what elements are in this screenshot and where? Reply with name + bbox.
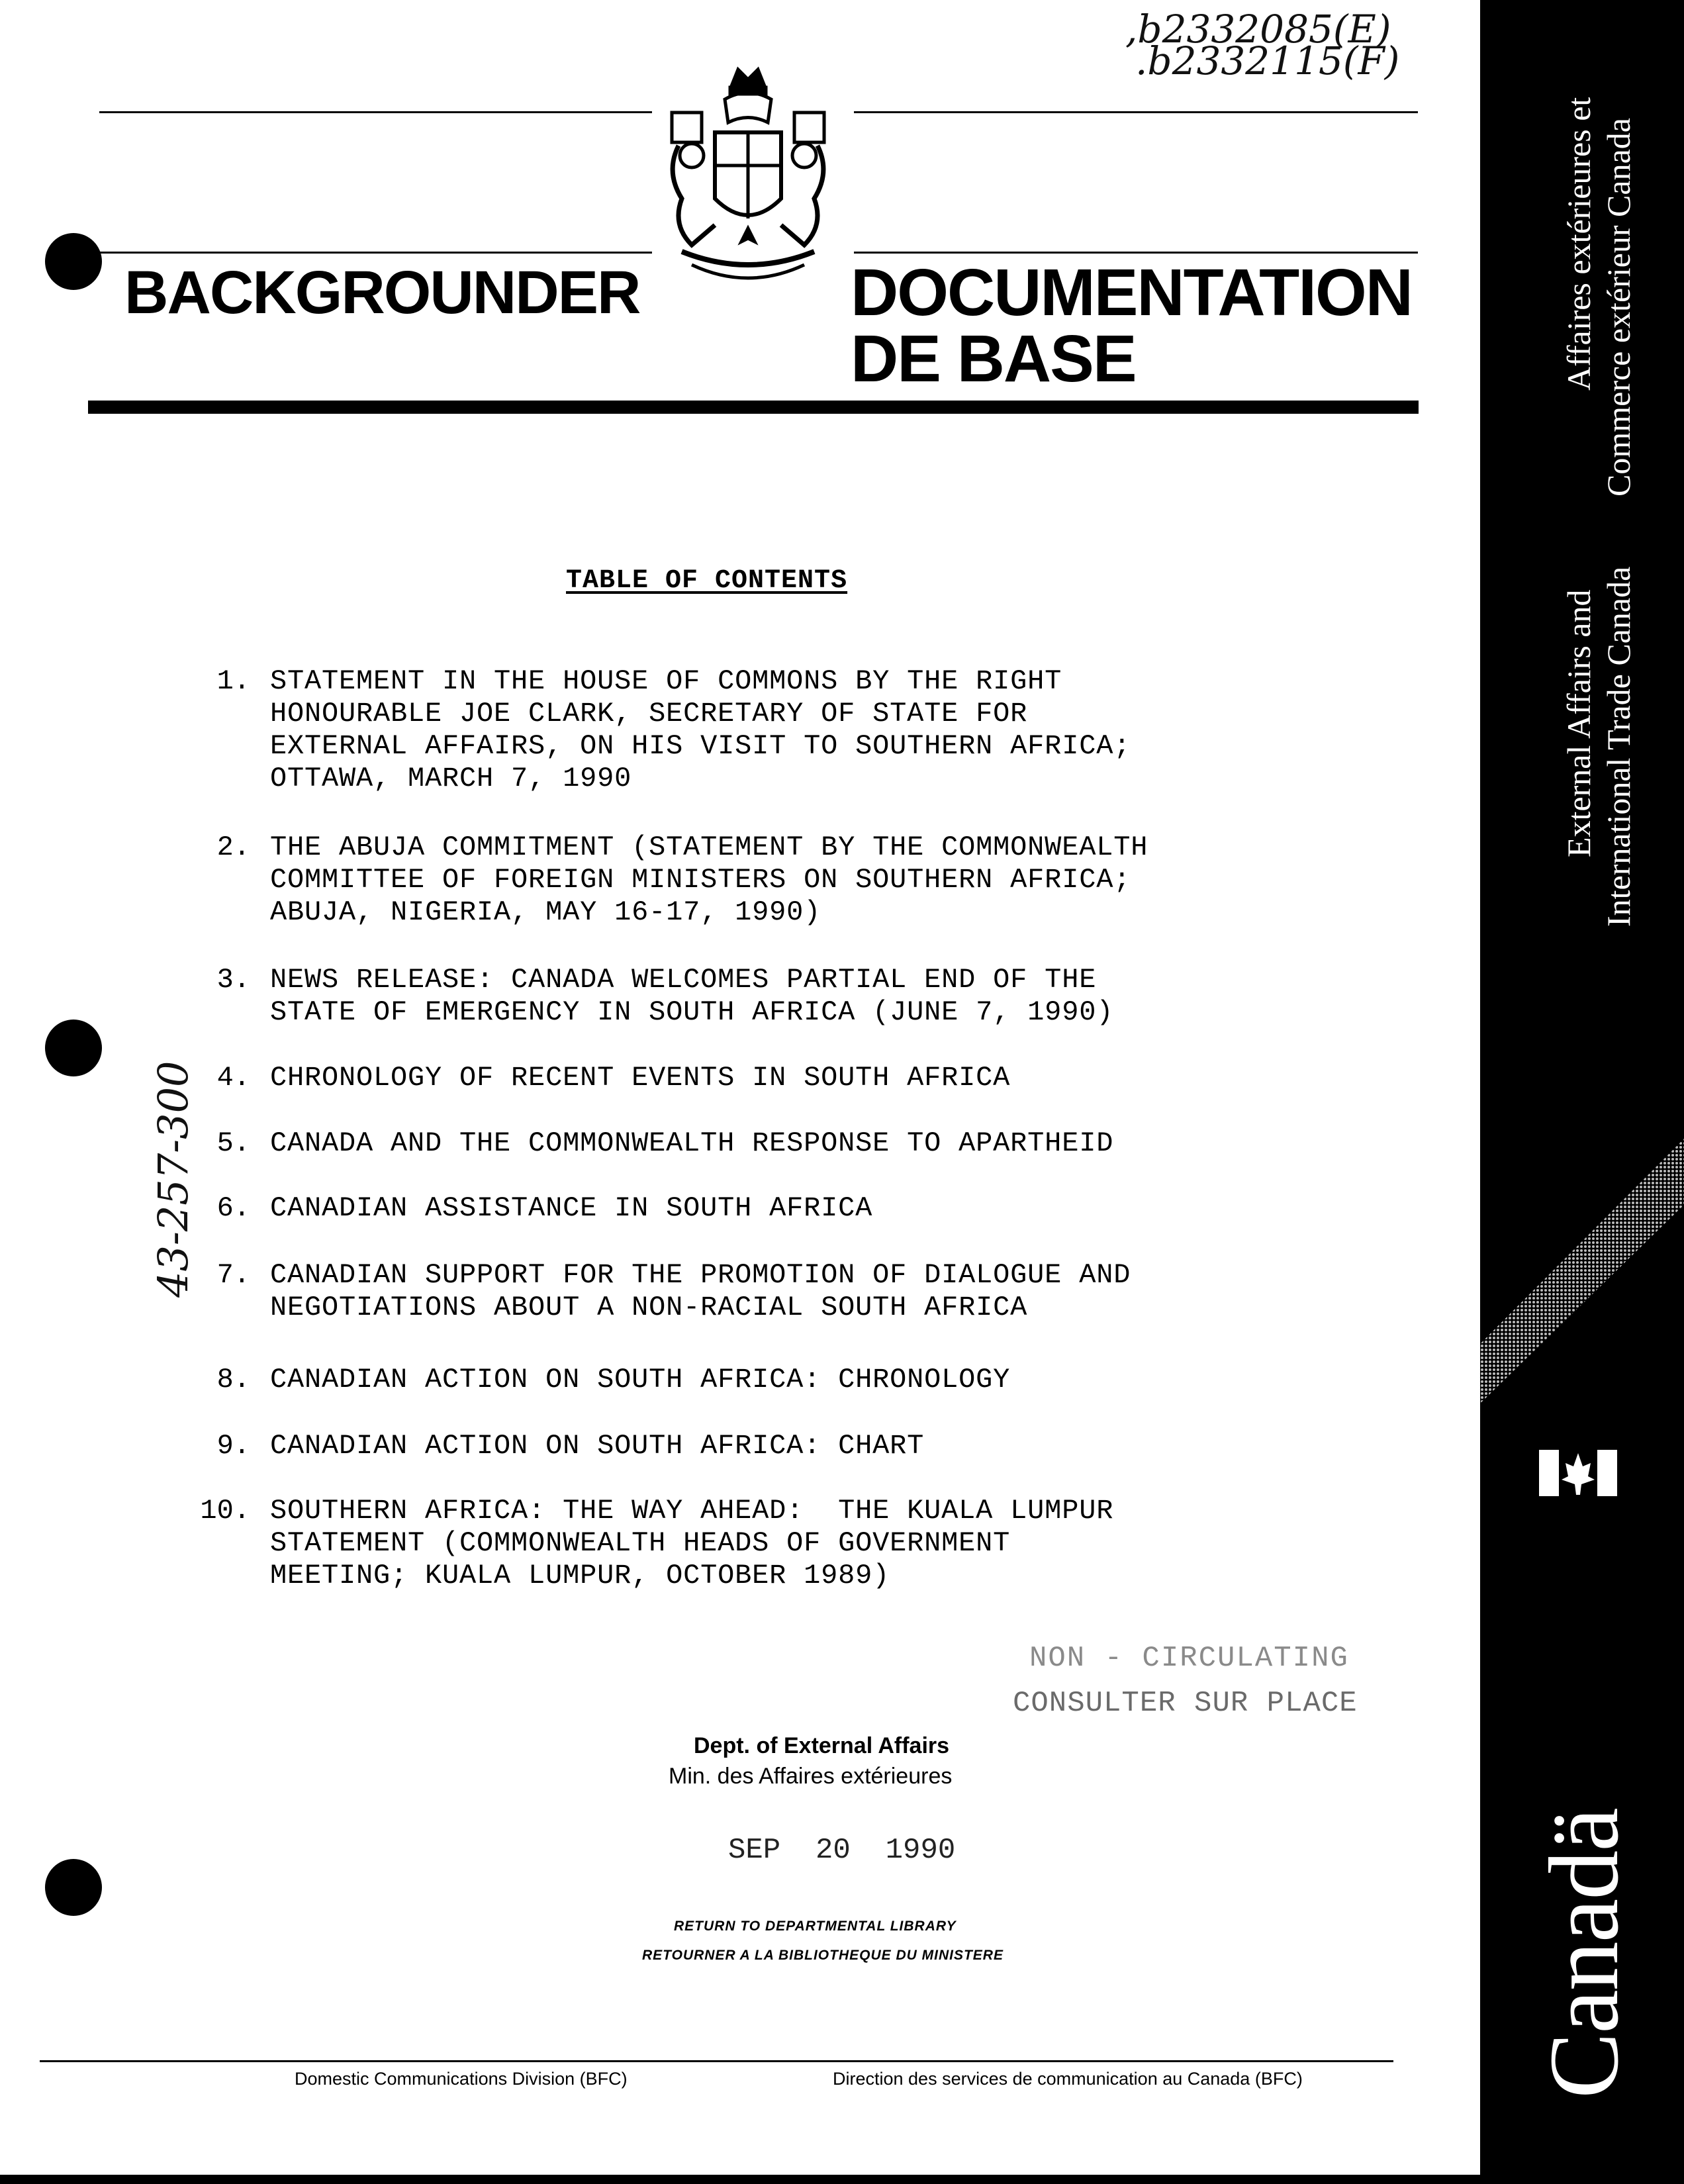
sidebar-french-line1: Affaires extérieures et <box>1560 97 1597 391</box>
punch-hole-top <box>45 233 102 290</box>
stamp-date: SEP 20 1990 <box>728 1834 956 1867</box>
header-rule-left-bottom <box>99 252 652 254</box>
toc-item-text: THE ABUJA COMMITMENT (STATEMENT BY THE COMMONWEALTH <box>270 831 1148 863</box>
stamp-dept-external-affairs: Dept. of External Affairs <box>694 1733 950 1758</box>
stamp-return-library: RETURN TO DEPARTMENTAL LIBRARY <box>674 1919 957 1934</box>
handwritten-margin-number: 43-257-300 <box>149 1061 197 1298</box>
toc-item-number: 4. <box>216 1062 250 1094</box>
punch-hole-middle <box>45 1020 102 1076</box>
toc-item-number: 10. <box>200 1495 250 1527</box>
toc-item-number: 8. <box>216 1364 250 1396</box>
toc-item-text: CANADIAN ACTION ON SOUTH AFRICA: CHRONOLOGY <box>270 1364 1011 1396</box>
canadian-flag-icon <box>1539 1443 1617 1503</box>
toc-item-number: 9. <box>216 1430 250 1462</box>
toc-item-text: CANADIAN ASSISTANCE IN SOUTH AFRICA <box>270 1192 873 1224</box>
toc-title: TABLE OF CONTENTS <box>566 566 848 596</box>
toc-item-text: STATEMENT IN THE HOUSE OF COMMONS BY THE RIGHT <box>270 665 1062 697</box>
stamp-retourner-bibliotheque: RETOURNER A LA BIBLIOTHEQUE DU MINISTERE <box>642 1948 1004 1963</box>
header-thick-rule <box>88 401 1419 414</box>
toc-item-text: HONOURABLE JOE CLARK, SECRETARY OF STATE FOR <box>270 698 1028 730</box>
toc-item-text: MEETING; KUALA LUMPUR, OCTOBER 1989) <box>270 1560 890 1591</box>
toc-item <box>171 665 1349 795</box>
toc-item <box>171 831 1349 929</box>
toc-item-number: 1. <box>216 665 250 697</box>
toc-item-number: 6. <box>216 1192 250 1224</box>
sidebar-halftone-shading <box>1480 1125 1684 1403</box>
toc-item <box>171 1127 1349 1160</box>
sidebar-english-line1: External Affairs and <box>1560 589 1597 857</box>
sidebar-french-line2: Commerce extérieur Canada <box>1600 118 1637 497</box>
title-de-base: DE BASE <box>851 322 1136 396</box>
page-bottom-edge <box>0 2175 1684 2184</box>
toc-item-text: EXTERNAL AFFAIRS, ON HIS VISIT TO SOUTHERN AFRICA; <box>270 730 1131 762</box>
toc-item <box>171 1430 1349 1462</box>
toc-item-text: ABUJA, NIGERIA, MAY 16-17, 1990) <box>270 896 821 928</box>
header-rule-right-bottom <box>854 252 1418 254</box>
toc-item <box>171 1259 1349 1324</box>
toc-item-text: NEWS RELEASE: CANADA WELCOMES PARTIAL END OF THE <box>270 964 1097 996</box>
handwritten-ref-french: .b2332115(F) <box>1135 38 1400 83</box>
stamp-ministere-affaires: Min. des Affaires extérieures <box>669 1764 953 1789</box>
toc-item <box>171 1192 1349 1225</box>
toc-item-number: 2. <box>216 831 250 863</box>
toc-item <box>171 1364 1349 1396</box>
footer-left-division: Domestic Communications Division (BFC) <box>295 2069 628 2089</box>
toc-item-text: CANADIAN ACTION ON SOUTH AFRICA: CHART <box>270 1430 925 1462</box>
toc-item-text: CANADA AND THE COMMONWEALTH RESPONSE TO APARTHEID <box>270 1127 1114 1159</box>
toc-item-number: 3. <box>216 964 250 996</box>
toc-item-text: SOUTHERN AFRICA: THE WAY AHEAD: THE KUALA LUMPUR <box>270 1495 1114 1527</box>
stamp-non-circulating: NON - CIRCULATING <box>1029 1642 1349 1675</box>
punch-hole-bottom <box>45 1859 102 1916</box>
header-rule-right-top <box>854 111 1418 113</box>
toc-item <box>171 964 1349 1029</box>
toc-item-text: OTTAWA, MARCH 7, 1990 <box>270 763 632 794</box>
footer-rule <box>40 2060 1393 2062</box>
toc-item-text: NEGOTIATIONS ABOUT A NON-RACIAL SOUTH AFRICA <box>270 1292 1028 1323</box>
toc-item-number: 7. <box>216 1259 250 1291</box>
toc-item <box>171 1495 1349 1592</box>
toc-item-text: COMMITTEE OF FOREIGN MINISTERS ON SOUTHERN AFRICA; <box>270 864 1131 896</box>
toc-item-text: STATEMENT (COMMONWEALTH HEADS OF GOVERNMENT <box>270 1527 1011 1559</box>
stamp-consulter-sur-place: CONSULTER SUR PLACE <box>1013 1687 1358 1720</box>
toc-item-text: STATE OF EMERGENCY IN SOUTH AFRICA (JUNE 7, 1990) <box>270 996 1114 1028</box>
toc-item-text: CHRONOLOGY OF RECENT EVENTS IN SOUTH AFRICA <box>270 1062 1011 1094</box>
sidebar-english-line2: International Trade Canada <box>1600 566 1637 927</box>
header-rule-left-top <box>99 111 652 113</box>
title-backgrounder: BACKGROUNDER <box>124 259 640 326</box>
handwritten-ref-english: ,b2332085(E) <box>1125 7 1391 52</box>
canada-wordmark: Canadä <box>1529 1809 1639 2099</box>
toc-item-number: 5. <box>216 1127 250 1159</box>
title-documentation: DOCUMENTATION <box>851 256 1412 330</box>
toc-item <box>171 1062 1349 1094</box>
coat-of-arms-logo <box>652 60 844 305</box>
footer-right-direction: Direction des services de communication au Canada (BFC) <box>833 2069 1303 2089</box>
toc-item-text: CANADIAN SUPPORT FOR THE PROMOTION OF DIALOGUE AND <box>270 1259 1131 1291</box>
